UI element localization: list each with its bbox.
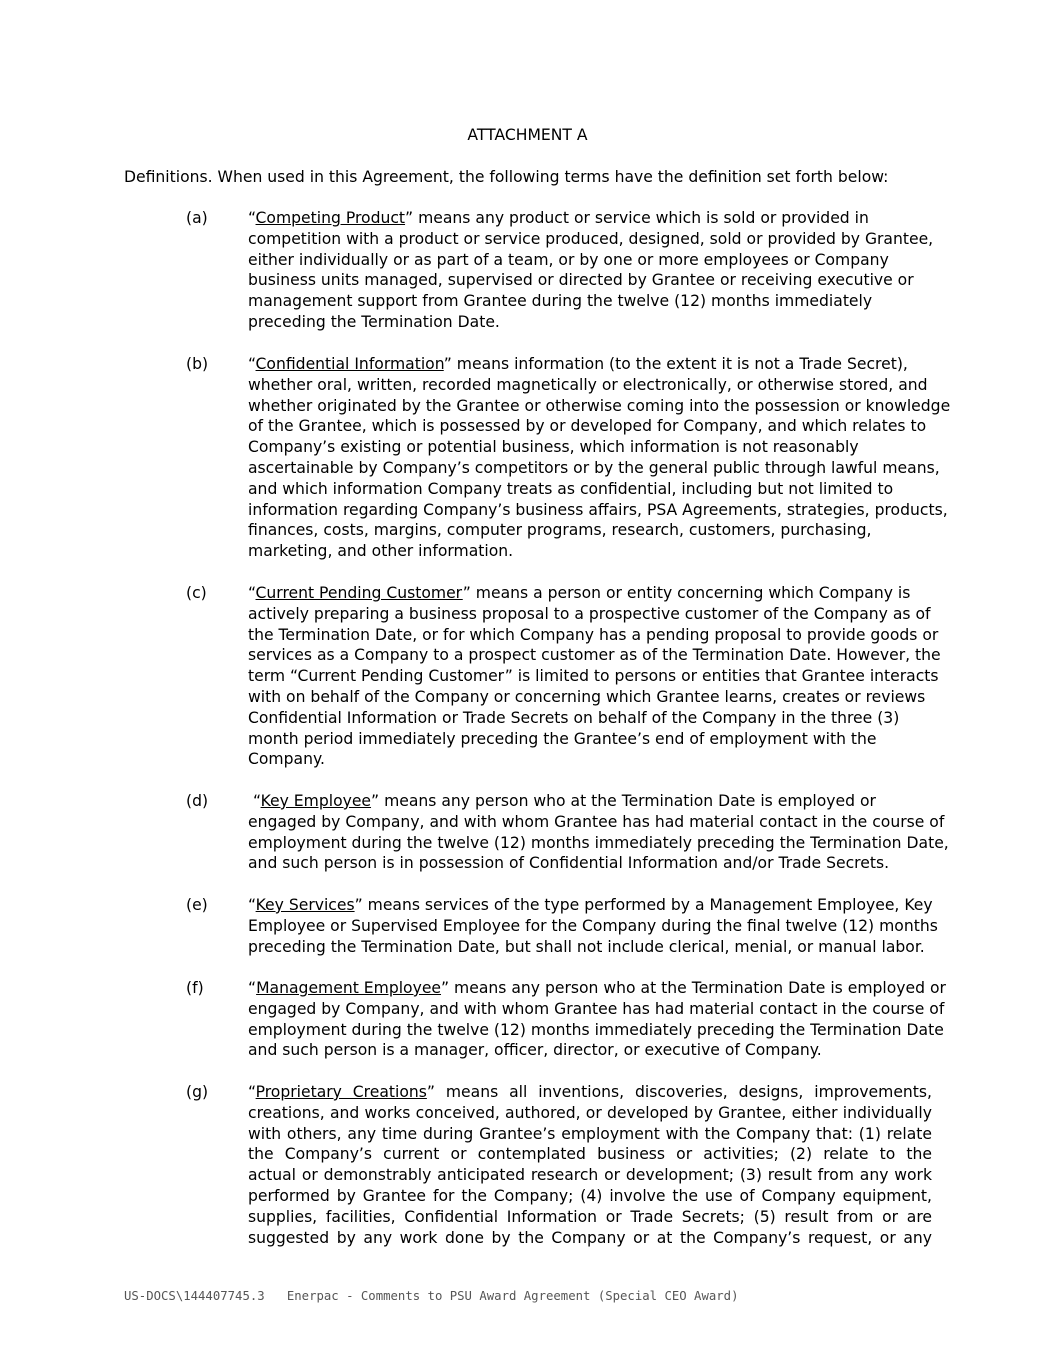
definition-text [248, 583, 941, 770]
definition-line-text: ” means any person who at the Termination Date is employed or [441, 979, 946, 997]
definition-line: term “Current Pending Customer” is limited to persons or entities that Grantee interacts [248, 667, 939, 686]
definition-line: business units managed, supervised or directed by Grantee or receiving executive or [248, 271, 914, 290]
definition-line: the Company’s current or contemplated business or activities; (2) relate to the [248, 1145, 932, 1164]
definition-line [248, 791, 932, 812]
definition-line: Company’s existing or potential business, which information is not reasonably [248, 438, 859, 457]
definition-line [248, 1082, 932, 1103]
definition-line: and which information Company treats as confidential, including but not limited to [248, 479, 894, 498]
defined-term: Key Employee [260, 792, 372, 810]
open-quote: “ [248, 209, 256, 227]
definition-line: employment during the twelve (12) months immediately preceding the Termination Date [248, 1020, 944, 1039]
definition-line: and such person is in possession of Confidential Information and/or Trade Secrets. [248, 854, 890, 873]
definition-line-text: ” means services of the type performed by a Management Employee, Key [354, 896, 933, 914]
definition-line: ascertainable by Company’s competitors or by the general public through lawful means, [248, 458, 940, 477]
definition-line: the Termination Date, or for which Company has a pending proposal to provide goods or [248, 625, 939, 644]
document-footer: US-DOCS\144407745.3 Enerpac - Comments to PSU Award Agreement (Special CEO Award) [124, 1289, 739, 1303]
definition-line [248, 583, 932, 604]
definition-line: finances, costs, margins, computer programs, research, customers, purchasing, [248, 521, 872, 540]
definition-text [248, 895, 938, 957]
definition-line-text: ” means a person or entity concerning which Company is [462, 584, 911, 602]
page-title: ATTACHMENT A [467, 126, 588, 144]
definition-line: with on behalf of the Company or concerning which Grantee learns, creates or reviews [248, 687, 926, 706]
definition-letter: (g) [186, 1083, 209, 1101]
open-quote: “ [248, 584, 256, 602]
defined-term: Management Employee [256, 979, 442, 997]
definition-line-text: ” means information (to the extent it is not a Trade Secret), [443, 355, 908, 373]
open-quote: “ [248, 1083, 256, 1101]
defined-term: Key Services [255, 896, 355, 914]
defined-term: Confidential Information [255, 355, 444, 373]
definition-line: preceding the Termination Date. [248, 312, 500, 331]
definition-line: performed by Grantee for the Company; (4) involve the use of Company equipment, [248, 1186, 932, 1205]
open-quote: “ [248, 979, 257, 997]
definition-line: of the Grantee, which is possessed by or developed for Company, and which relates to [248, 417, 927, 436]
definition-line [248, 354, 932, 375]
definition-text [248, 354, 951, 562]
definition-line-text: ” means all inventions, discoveries, designs, improvements, [426, 1083, 932, 1101]
definition-line: engaged by Company, and with whom Grantee has had material contact in the course of [248, 999, 945, 1018]
definition-letter: (b) [186, 355, 209, 373]
definition-line: and such person is a manager, officer, director, or executive of Company. [248, 1041, 822, 1060]
definition-text [248, 1082, 932, 1248]
definition-line [248, 208, 932, 229]
definition-line: engaged by Company, and with whom Grantee has had material contact in the course of [248, 812, 945, 831]
definition-line: actively preparing a business proposal to a prospective customer of the Company as of [248, 604, 931, 623]
defined-term: Competing Product [255, 209, 406, 227]
definition-line-text: ” means any product or service which is sold or provided in [405, 209, 869, 227]
defined-term: Proprietary Creations [255, 1083, 427, 1101]
definition-line: actual or demonstrably anticipated research or development; (3) result from any work [248, 1166, 932, 1185]
definition-line: employment during the twelve (12) months immediately preceding the Termination Date, [248, 833, 949, 852]
definitions-intro: Definitions. When used in this Agreement, the following terms have the definition set forth below: [124, 168, 889, 186]
definition-line [248, 978, 946, 999]
definition-letter: (f) [186, 979, 204, 997]
definition-line: month period immediately preceding the Grantee’s end of employment with the [248, 729, 877, 748]
open-quote: “ [248, 355, 256, 373]
definition-line [248, 895, 932, 916]
definition-line: with others, any time during Grantee’s employment with the Company that: (1) relate [248, 1124, 932, 1143]
definition-letter: (d) [186, 792, 209, 810]
definition-line: suggested by any work done by the Company or at the Company’s request, or any [248, 1228, 932, 1247]
definition-line: services as a Company to a prospect customer as of the Termination Date. However, the [248, 646, 941, 665]
definition-text [248, 978, 946, 1061]
definition-line: Confidential Information or Trade Secrets on behalf of the Company in the three (3) [248, 708, 900, 727]
defined-term: Current Pending Customer [255, 584, 463, 602]
open-quote: “ [248, 792, 261, 810]
open-quote: “ [248, 896, 256, 914]
definition-letter: (e) [186, 896, 208, 914]
definition-line: supplies, facilities, Confidential Information or Trade Secrets; (5) result from or are [248, 1207, 932, 1226]
definition-line: management support from Grantee during the twelve (12) months immediately [248, 292, 873, 311]
definition-line: competition with a product or service produced, designed, sold or provided by Grantee, [248, 229, 934, 248]
definition-line: Company. [248, 750, 325, 769]
definition-letter: (c) [186, 584, 207, 602]
definition-letter: (a) [186, 209, 208, 227]
definition-line: preceding the Termination Date, but shall not include clerical, menial, or manual labor. [248, 937, 925, 956]
definition-line: either individually or as part of a team, or by one or more employees or Company [248, 250, 889, 269]
definition-line: marketing, and other information. [248, 542, 514, 561]
definition-line: whether originated by the Grantee or otherwise coming into the possession or knowledge [248, 396, 951, 415]
definition-line: information regarding Company’s business affairs, PSA Agreements, strategies, products, [248, 500, 948, 519]
definition-line: Employee or Supervised Employee for the Company during the final twelve (12) months [248, 916, 938, 935]
definition-text [248, 208, 932, 333]
definition-line: whether oral, written, recorded magnetically or electronically, or otherwise stored, and [248, 375, 928, 394]
definition-line: creations, and works conceived, authored, or developed by Grantee, either individually [248, 1103, 932, 1122]
definition-line-text: ” means any person who at the Termination Date is employed or [371, 792, 876, 810]
definition-text [248, 791, 949, 874]
